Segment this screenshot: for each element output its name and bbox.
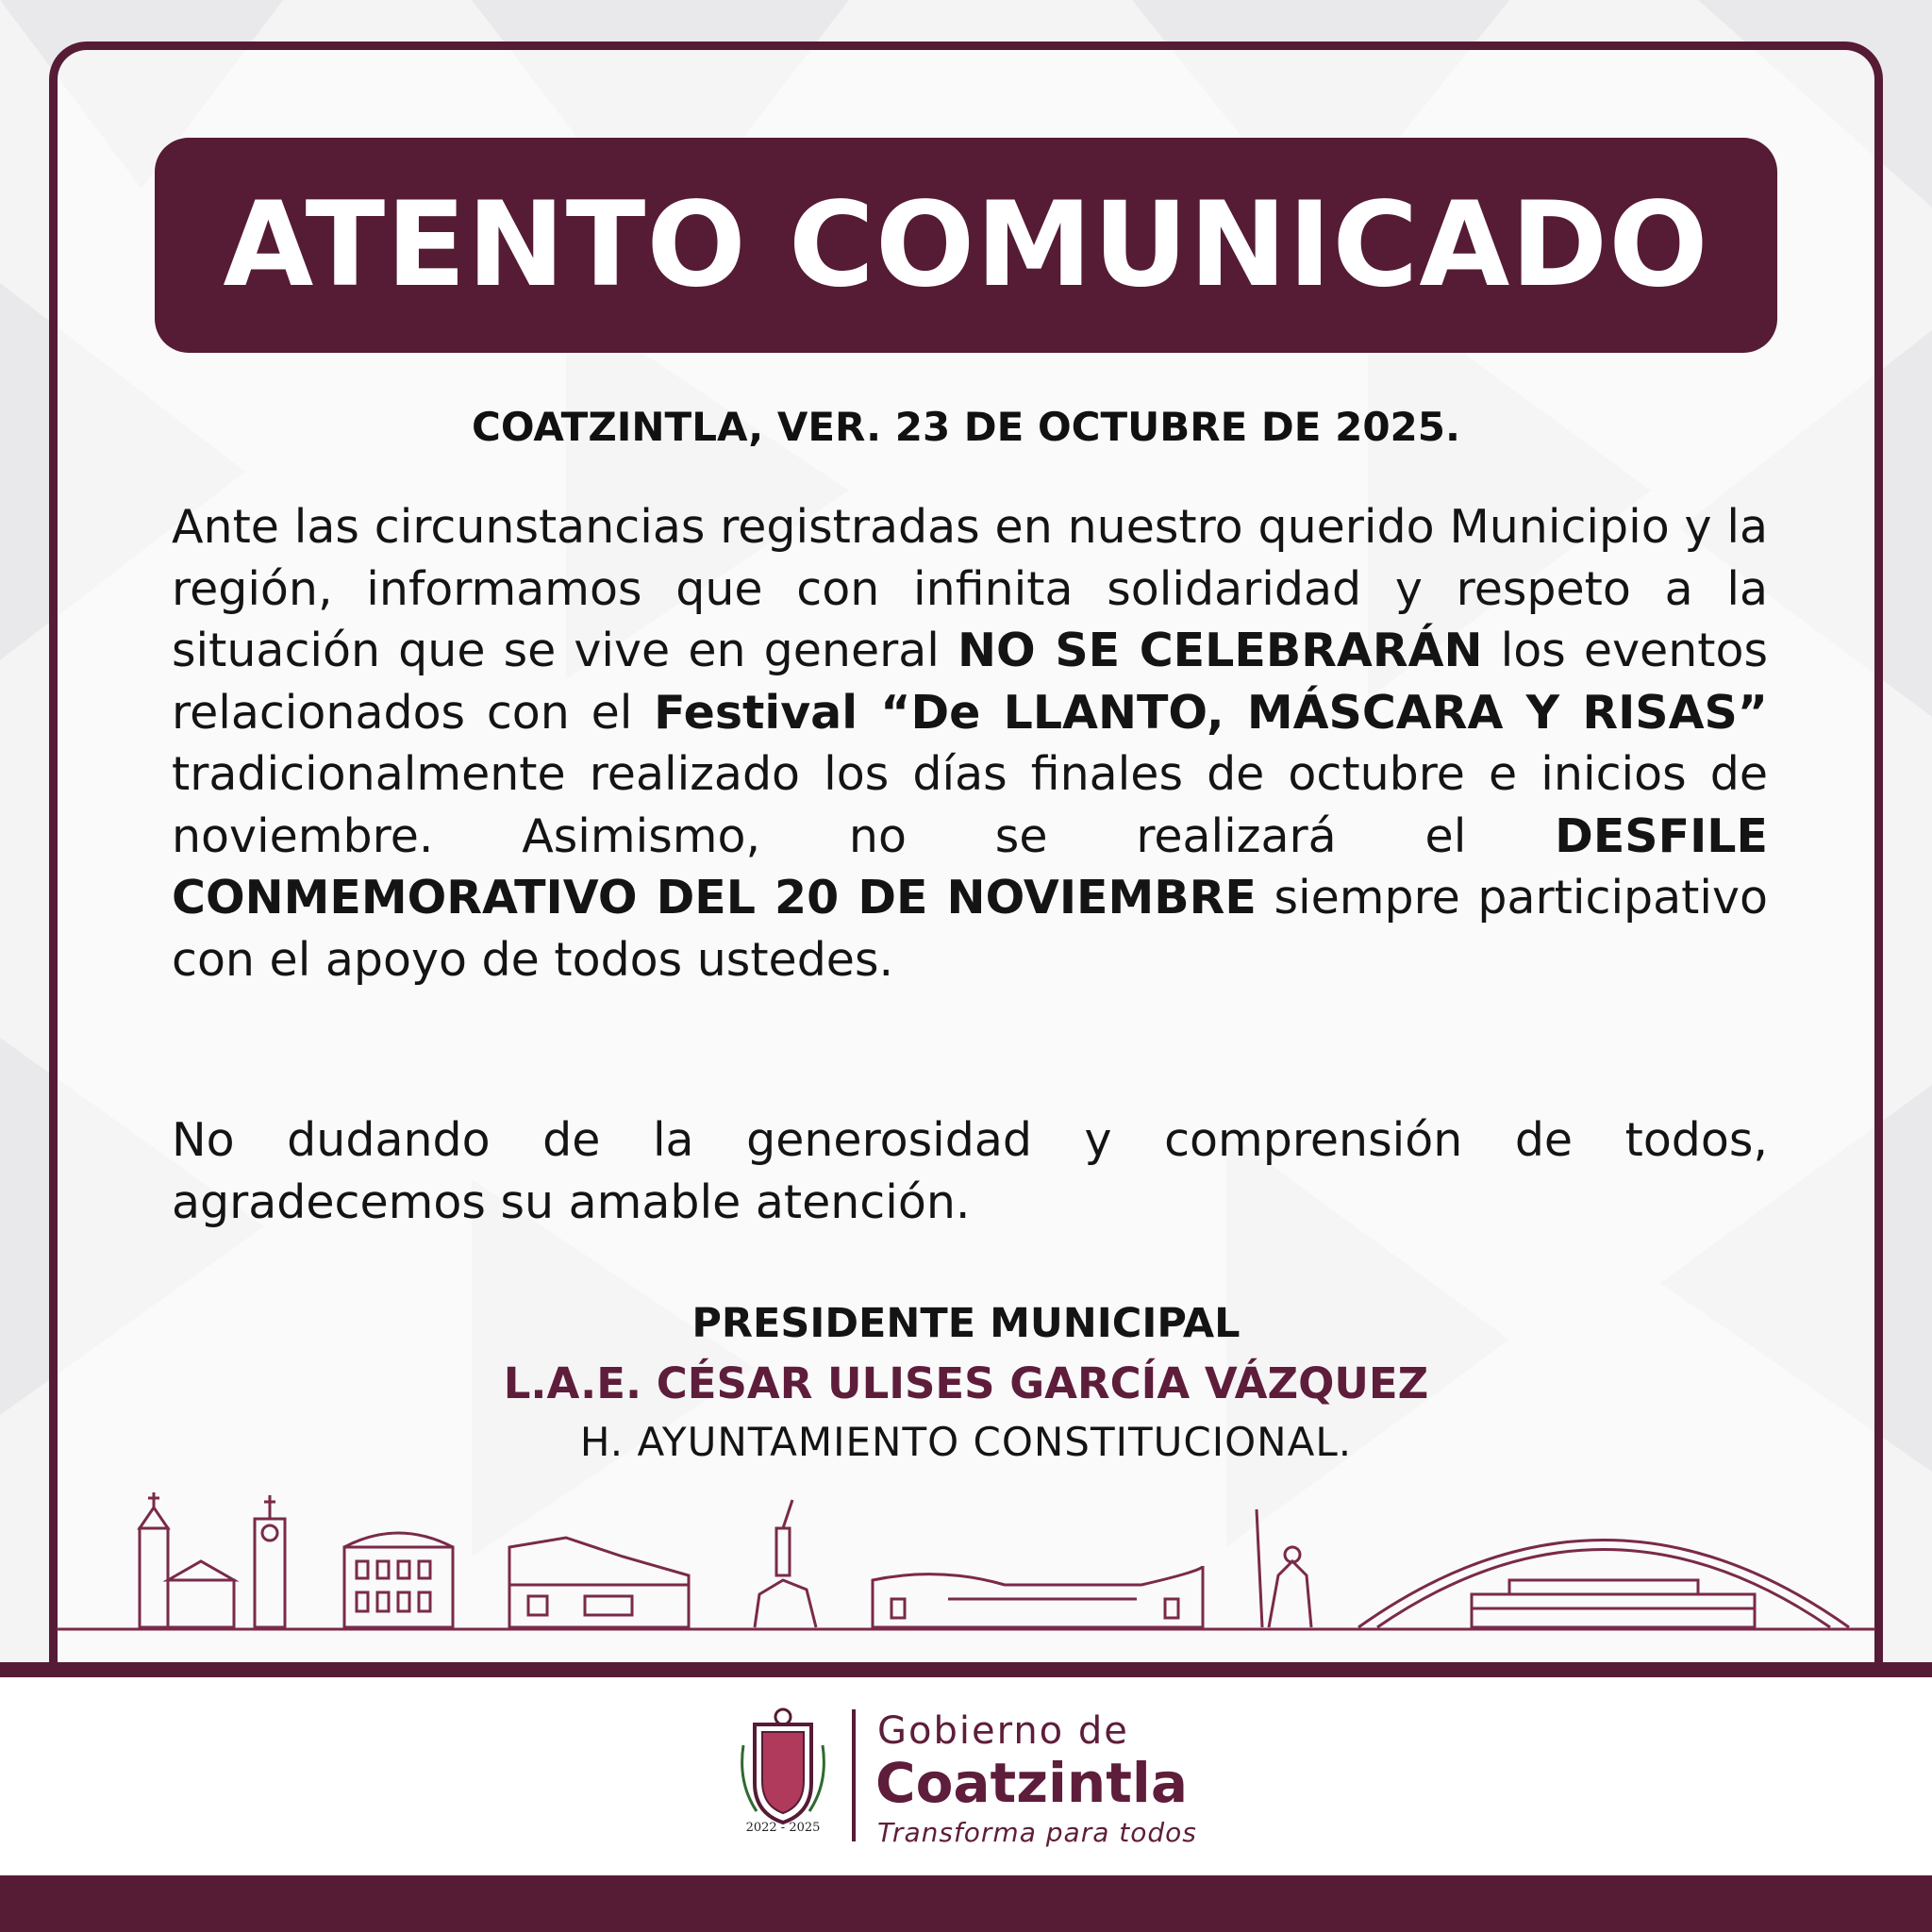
logo-divider: [852, 1709, 856, 1841]
signature-name: L.A.E. CÉSAR ULISES GARCÍA VÁZQUEZ: [503, 1358, 1429, 1408]
logo-municipality-name: Coatzintla: [875, 1751, 1188, 1815]
body-emphasis: NO SE CELEBRARÁN: [958, 624, 1483, 677]
body-text: tradicionalmente realizado los días finales de octubre e inicios de noviembre. Asimismo, no se realizará el: [172, 747, 1768, 863]
seal-years: 2022 - 2025: [745, 1821, 821, 1835]
dateline: COATZINTLA, VER. 23 DE OCTUBRE DE 2025.: [472, 404, 1460, 450]
body-emphasis: DESFILE CONMEMORATIVO DEL 20 DE NOVIEMBRE: [172, 808, 1768, 924]
body-paragraph-1: [172, 496, 1768, 991]
logo-tagline: Transforma para todos: [877, 1817, 1197, 1848]
signature-role: PRESIDENTE MUNICIPAL: [691, 1300, 1241, 1347]
body-text: los eventos relacionados con el: [172, 624, 1768, 740]
skyline-illustration: [57, 1491, 1875, 1632]
body-text: siempre participativo con el apoyo de todos ustedes.: [172, 871, 1768, 987]
footer-bottom-band: [0, 1875, 1932, 1932]
signature-organization: H. AYUNTAMIENTO CONSTITUCIONAL.: [579, 1419, 1353, 1465]
body-text: Ante las circunstancias registradas en nuestro querido Municipio y la región, informamos que con infinita solidaridad y respeto a la situación que se vive en general: [172, 500, 1768, 677]
logo-government-label: Gobierno de: [877, 1709, 1129, 1753]
body-emphasis: Festival “De LLANTO, MÁSCARA Y RISAS”: [654, 685, 1769, 740]
title-banner: [155, 138, 1777, 353]
body-paragraph-2: No dudando de la generosidad y comprensión de todos, agradecemos su amable atención.: [172, 1113, 1768, 1229]
footer-top-band: [0, 1662, 1932, 1677]
page-title: ATENTO COMUNICADO: [223, 177, 1709, 313]
